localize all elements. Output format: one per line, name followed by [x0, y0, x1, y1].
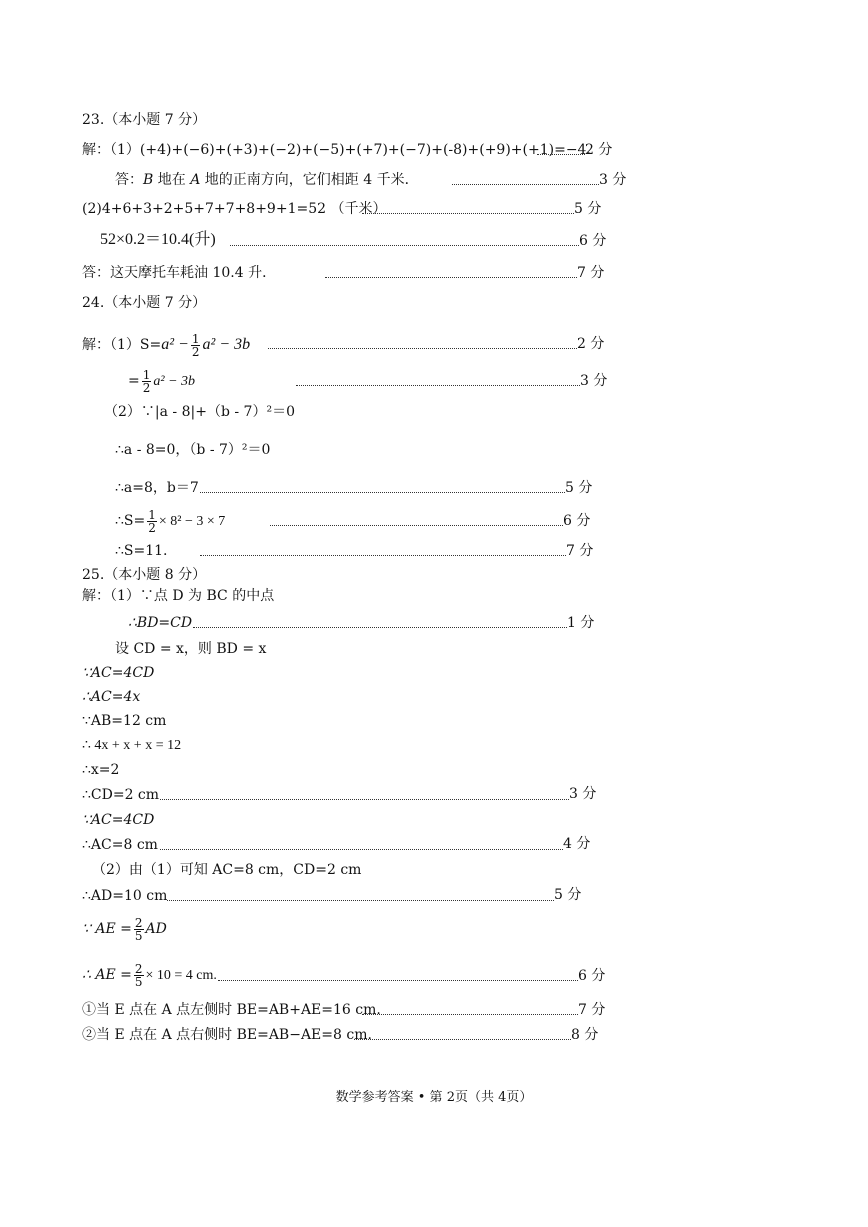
q25-line15-points: 6 分	[578, 968, 606, 984]
q25-line10: ∵AC=4CD	[82, 812, 155, 828]
q25-line9-points: 3 分	[569, 786, 597, 802]
q23-title: 23.（本小题 7 分）	[82, 112, 207, 128]
q23-line4: 52×0.2＝10.4(升)	[100, 231, 216, 248]
q23-line5: 答：这天摩托车耗油 10.4 升．	[82, 265, 277, 281]
q24-line5-points: 5 分	[565, 480, 593, 496]
page-footer: 数学参考答案 • 第 2页（共 4页）	[335, 1090, 533, 1105]
q23-line1: 解：（1）(+4)+(−6)+(+3)+(−2)+(−5)+(+7)+(−7)+(-8)+(+9)+(+1)=−4.	[82, 142, 591, 158]
fraction: $\frac{1}{2}$	[142, 367, 151, 395]
dot-leader	[167, 900, 554, 901]
q24-line2-points: 3 分	[580, 373, 608, 389]
fraction: $\frac{2}{5}$	[134, 915, 143, 943]
fraction: $\frac{1}{2}$	[148, 507, 156, 535]
dot-leader	[296, 385, 580, 386]
fraction: $\frac{1}{2}$	[191, 331, 200, 359]
dot-leader	[268, 348, 577, 349]
q25-line14: ∵ AE = $\frac{2}{5}$ AD	[82, 915, 167, 943]
q25-line1: 解：（1）∵点 D 为 BC 的中点	[82, 588, 275, 604]
dot-leader	[200, 492, 565, 493]
q24-line4: ∴a - 8=0，（b - 7）²＝0	[115, 442, 271, 458]
dot-leader	[537, 154, 585, 155]
dot-leader	[218, 980, 578, 981]
q25-line13-points: 5 分	[554, 887, 582, 903]
q25-line2-points: 1 分	[567, 615, 595, 631]
q25-line9: ∴CD=2 cm	[82, 787, 160, 803]
q25-line6: ∵AB=12 cm	[82, 713, 167, 729]
dot-leader	[325, 277, 577, 278]
q25-line15: ∴ AE = $\frac{2}{5}$ × 10 = 4 cm.	[82, 961, 217, 989]
q25-line4: ∵AC=4CD	[82, 665, 155, 681]
q23-line4-points: 6 分	[579, 233, 607, 249]
q25-line2: ∴BD=CD	[128, 615, 193, 631]
dot-leader	[160, 799, 569, 800]
q23-line5-points: 7 分	[577, 265, 605, 281]
q24-line5: ∴a=8，b＝7	[115, 480, 199, 496]
q24-title: 24.（本小题 7 分）	[82, 295, 207, 311]
dot-leader	[354, 1039, 571, 1040]
q23-line3-points: 5 分	[574, 201, 602, 217]
q23-line2: 答：B 地在 A 地的正南方向，它们相距 4 千米．	[115, 172, 419, 188]
dot-leader	[160, 849, 563, 850]
q24-line1: 解：（1）S=a² − $\frac{1}{2}$ a² − 3b	[82, 331, 251, 359]
q23-line1-points: 2 分	[585, 142, 613, 158]
q25-line7: ∴ 4x + x + x = 12	[82, 738, 182, 753]
q24-line6: ∴S= $\frac{1}{2}$ × 8² − 3 × 7	[115, 507, 226, 535]
q23-line2-points: 3 分	[599, 172, 627, 188]
q25-line11: ∴AC=8 cm	[82, 837, 158, 853]
q25-line17-points: 8 分	[571, 1027, 599, 1043]
dot-leader	[362, 1014, 578, 1015]
q25-line17: ②当 E 点在 A 点右侧时 BE=AB−AE=8 cm.	[82, 1027, 372, 1043]
q25-line3: 设 CD = x，则 BD = x	[115, 641, 267, 657]
q25-line12: （2）由（1）可知 AC=8 cm，CD=2 cm	[92, 862, 362, 878]
dot-leader	[452, 184, 599, 185]
q25-line16: ①当 E 点在 A 点左侧时 BE=AB+AE=16 cm.	[82, 1002, 381, 1018]
q25-title: 25.（本小题 8 分）	[82, 567, 207, 583]
dot-leader	[270, 525, 563, 526]
q24-line7-points: 7 分	[566, 543, 594, 559]
dot-leader	[193, 627, 567, 628]
dot-leader	[230, 245, 579, 246]
q25-line13: ∴AD=10 cm	[82, 888, 168, 904]
q23-line3: (2)4+6+3+2+5+7+7+8+9+1=52 （千米）	[82, 201, 387, 217]
dot-leader	[200, 555, 566, 556]
fraction: $\frac{2}{5}$	[134, 961, 143, 989]
q25-line5: ∴AC=4x	[82, 689, 141, 705]
q24-line2: = $\frac{1}{2}$ a² − 3b	[128, 367, 196, 395]
q25-line11-points: 4 分	[563, 836, 591, 852]
q24-line7: ∴S=11.	[115, 543, 168, 559]
q24-line6-points: 6 分	[563, 513, 591, 529]
dot-leader	[362, 213, 574, 214]
q25-line8: ∴x=2	[82, 762, 120, 778]
q24-line3: （2）∵|a - 8|+（b - 7）²＝0	[104, 404, 295, 420]
q24-line1-points: 2 分	[577, 336, 605, 352]
q25-line16-points: 7 分	[578, 1002, 606, 1018]
